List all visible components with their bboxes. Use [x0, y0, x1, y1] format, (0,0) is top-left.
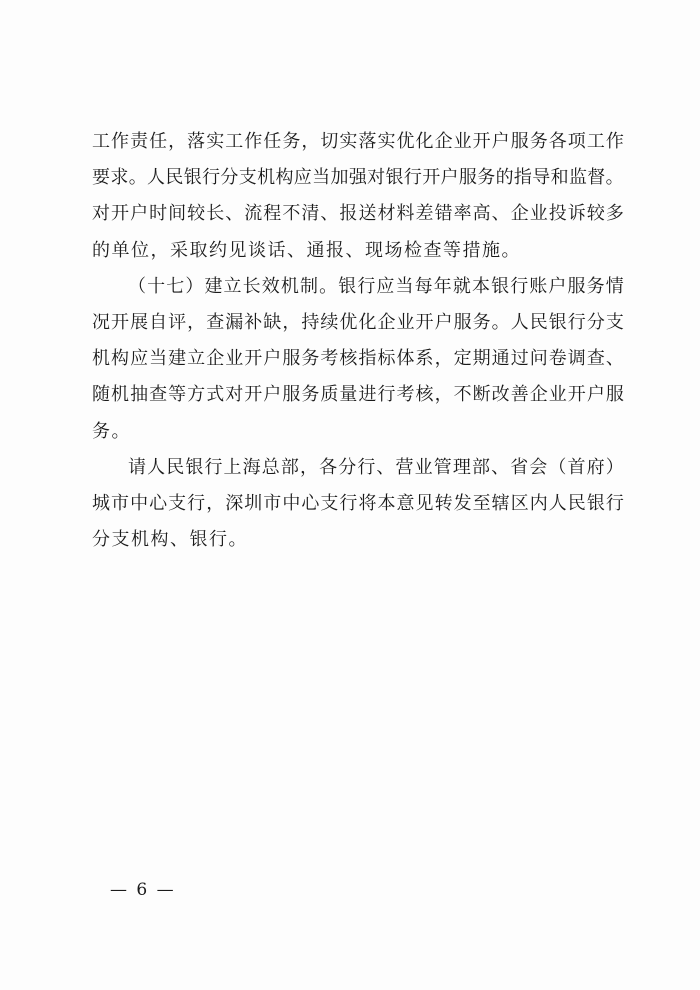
text-line: 机 构 应 当 建 立 企 业 开 户 服 务 考 核 指 标 体 系 ， 定 期 通 过 问 卷 调 查 、 — [92, 348, 624, 370]
text-line: 况 开 展 自 评 ， 查 漏 补 缺 ， 持 续 优 化 企 业 开 户 服 务 。 人 民 银 行 分 支 — [92, 311, 624, 333]
text-line: 随 机 抽 查 等 方 式 对 开 户 服 务 质 量 进 行 考 核 ， 不 断 改 善 企 业 开 户 服 — [92, 384, 624, 406]
text-line: 分支机构、银行。 — [92, 529, 248, 551]
text-line: 请 人 民 银 行 上 海 总 部 ， 各 分 行 、 营 业 管 理 部 、 省 会 （ 首 府 ） — [128, 456, 624, 478]
text-line: 要 求 。 人 民 银 行 分 支 机 构 应 当 加 强 对 银 行 开 户 服 务 的 指 导 和 监 督 。 — [92, 167, 624, 189]
page-number: — 6 — — [110, 880, 176, 900]
text-line: 城 市 中 心 支 行 ， 深 圳 市 中 心 支 行 将 本 意 见 转 发 至 辖 区 内 人 民 银 行 — [92, 492, 624, 514]
text-line: 工 作 责 任 ， 落 实 工 作 任 务 ， 切 实 落 实 优 化 企 业 开 户 服 务 各 项 工 作 — [92, 131, 624, 152]
body-text — [92, 124, 624, 558]
text-line: 的单位，采取约见谈话、通报、现场检查等措施。 — [92, 239, 521, 261]
text-line: 务。 — [92, 420, 131, 442]
text-line: 对 开 户 时 间 较 长 、 流 程 不 清 、 报 送 材 料 差 错 率 高 、 企 业 投 诉 较 多 — [92, 203, 624, 225]
text-line: （ 十 七 ） 建 立 长 效 机 制 。 银 行 应 当 每 年 就 本 银 行 账 户 服 务 情 — [128, 275, 624, 297]
